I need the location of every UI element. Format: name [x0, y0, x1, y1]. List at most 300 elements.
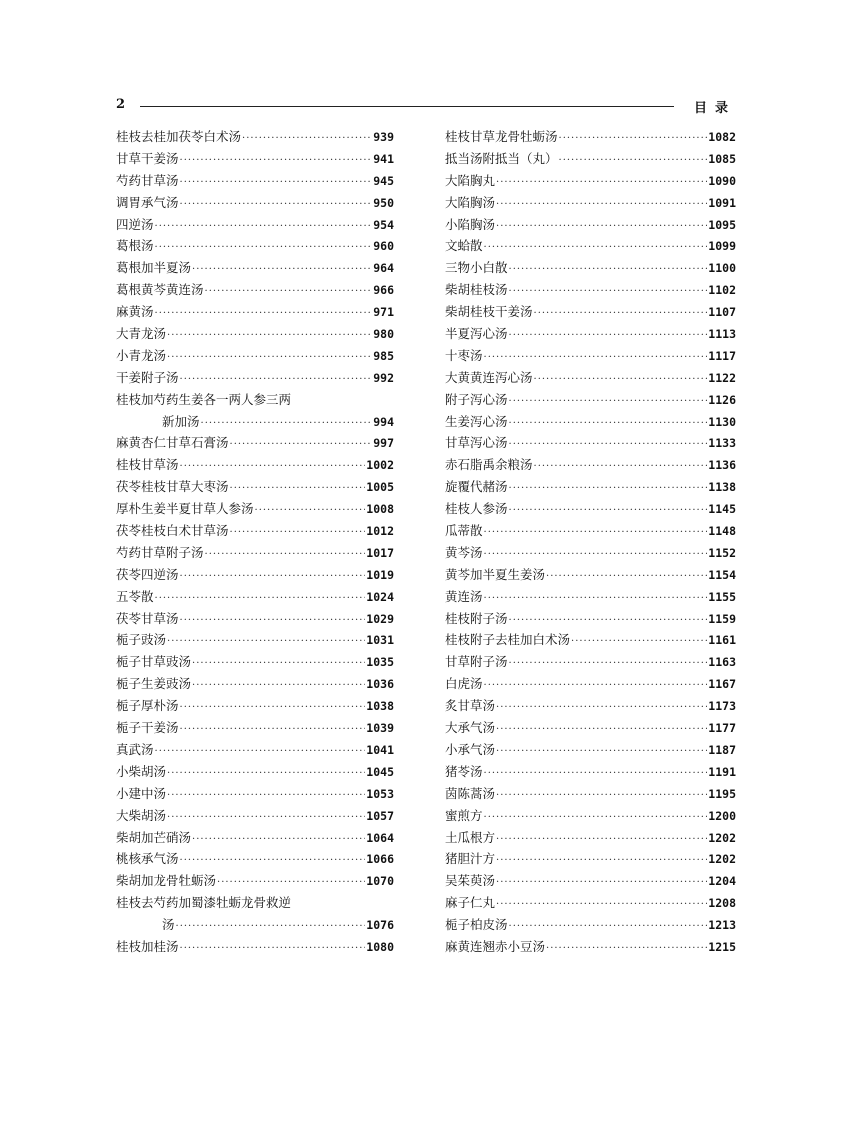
toc-entry[interactable]: [116, 542, 394, 564]
dot-leader: [180, 850, 366, 872]
toc-entry[interactable]: [116, 323, 394, 345]
entry-page-number: 1191: [708, 764, 736, 779]
entry-title: 真武汤: [116, 741, 154, 757]
dot-leader: [192, 259, 372, 281]
entry-page-number: 1005: [366, 480, 394, 495]
dot-leader: [180, 194, 373, 216]
dot-leader: [534, 456, 708, 478]
entry-page-number: 1066: [366, 852, 394, 867]
entry-page-number: 1200: [708, 808, 736, 823]
toc-entry[interactable]: [445, 389, 736, 411]
entry-title: 土瓜根方: [445, 829, 496, 845]
toc-entry[interactable]: [445, 717, 736, 739]
toc-entry[interactable]: [445, 192, 736, 214]
entry-page-number: 1095: [708, 217, 736, 232]
entry-title: 黄连汤: [445, 588, 483, 604]
dot-leader: [496, 741, 707, 763]
page-header: [116, 97, 736, 115]
toc-entry[interactable]: [445, 214, 736, 236]
toc-entry[interactable]: [116, 761, 394, 783]
dot-leader: [180, 150, 373, 172]
entry-title: 桂枝甘草汤: [116, 457, 179, 473]
entry-title: 汤: [162, 917, 175, 933]
toc-entry[interactable]: [116, 827, 394, 849]
entry-title: 桂枝去桂加茯苓白术汤: [116, 129, 242, 144]
dot-leader: [509, 478, 708, 500]
dot-leader: [534, 303, 708, 325]
entry-title: 调胃承气汤: [116, 194, 179, 210]
dot-leader: [509, 500, 708, 522]
entry-title: 猪胆汁方: [445, 851, 496, 867]
dot-leader: [484, 763, 708, 785]
entry-title: 小青龙汤: [116, 347, 167, 363]
entry-title: 葛根黄芩黄连汤: [116, 282, 204, 298]
entry-page-number: 1029: [366, 611, 394, 626]
entry-page-number: 1152: [708, 545, 736, 560]
toc-entry[interactable]: [445, 542, 736, 564]
entry-title: 桂枝人参汤: [445, 501, 508, 517]
entry-page-number: 939: [373, 130, 394, 144]
entry-title: 大黄黄连泻心汤: [445, 369, 533, 385]
header-rule: [140, 106, 674, 107]
entry-title: 柴胡桂枝汤: [445, 282, 508, 298]
toc-entry[interactable]: [445, 411, 736, 433]
entry-title: 柴胡桂枝干姜汤: [445, 304, 533, 320]
toc-right-column: [445, 126, 736, 958]
entry-title: 四逆汤: [116, 216, 154, 232]
entry-page-number: 994: [373, 414, 394, 429]
toc-entry[interactable]: [445, 608, 736, 630]
entry-page-number: 1036: [366, 677, 394, 692]
toc-entry[interactable]: [116, 629, 394, 651]
entry-page-number: 1012: [366, 524, 394, 539]
entry-title: 吴茱萸汤: [445, 873, 496, 889]
entry-title: 新加汤: [162, 413, 200, 429]
entry-title: 抵当汤附抵当（丸）: [445, 150, 558, 166]
dot-leader: [509, 434, 708, 456]
entry-title: 蜜煎方: [445, 807, 483, 823]
dot-leader: [242, 128, 372, 150]
toc-entry[interactable]: [116, 126, 394, 148]
entry-page-number: 1130: [708, 414, 736, 429]
dot-leader: [484, 544, 708, 566]
dot-leader: [534, 369, 708, 391]
dot-leader: [155, 237, 373, 259]
entry-page-number: 1085: [708, 151, 736, 166]
entry-page-number: 1002: [366, 458, 394, 473]
entry-page-number: 1099: [708, 239, 736, 254]
entry-page-number: 966: [373, 283, 394, 298]
dot-leader: [496, 785, 707, 807]
dot-leader: [559, 128, 708, 150]
entry-page-number: 1039: [366, 721, 394, 736]
toc-entry[interactable]: [116, 389, 394, 411]
entry-page-number: 1202: [708, 852, 736, 867]
entry-page-number: 1064: [366, 830, 394, 845]
entry-page-number: 1138: [708, 480, 736, 495]
dot-leader: [155, 303, 373, 325]
toc-entry[interactable]: [116, 805, 394, 827]
entry-page-number: 1117: [708, 348, 736, 363]
toc-entry[interactable]: [116, 432, 394, 454]
dot-leader: [496, 719, 707, 741]
entry-title: 桂枝附子汤: [445, 610, 508, 626]
entry-page-number: 1187: [708, 742, 736, 757]
toc-entry[interactable]: [445, 651, 736, 673]
entry-title: 生姜泻心汤: [445, 413, 508, 429]
toc-entry[interactable]: [445, 586, 736, 608]
entry-title: 甘草泻心汤: [445, 435, 508, 451]
entry-page-number: 1090: [708, 173, 736, 188]
dot-leader: [484, 522, 708, 544]
toc-entry[interactable]: [116, 914, 394, 936]
entry-page-number: 1038: [366, 699, 394, 714]
entry-page-number: 1019: [366, 567, 394, 582]
entry-title: 栀子干姜汤: [116, 720, 179, 736]
toc-entry[interactable]: [116, 170, 394, 192]
dot-leader: [180, 610, 366, 632]
entry-title: 麻黄汤: [116, 304, 154, 320]
toc-entry[interactable]: [116, 301, 394, 323]
toc-entry[interactable]: [116, 892, 394, 914]
entry-title: 柴胡加龙骨牡蛎汤: [116, 873, 217, 889]
dot-leader: [509, 391, 708, 413]
toc-entry[interactable]: [445, 345, 736, 367]
toc-entry[interactable]: [445, 914, 736, 936]
toc-entry[interactable]: [116, 783, 394, 805]
entry-page-number: 1204: [708, 874, 736, 889]
dot-leader: [167, 347, 372, 369]
entry-title: 茯苓甘草汤: [116, 610, 179, 626]
dot-leader: [180, 456, 366, 478]
entry-title: 大青龙汤: [116, 326, 167, 342]
entry-title: 白虎汤: [445, 676, 483, 692]
entry-title: 芍药甘草汤: [116, 172, 179, 188]
toc-entry[interactable]: [445, 695, 736, 717]
entry-title: 甘草干姜汤: [116, 150, 179, 166]
dot-leader: [509, 325, 708, 347]
toc-entry[interactable]: [116, 148, 394, 170]
entry-title: 厚朴生姜半夏甘草人参汤: [116, 501, 254, 517]
dot-leader: [230, 478, 366, 500]
entry-title: 炙甘草汤: [445, 698, 496, 714]
dot-leader: [180, 369, 373, 391]
entry-page-number: 1154: [708, 567, 736, 582]
entry-title: 茯苓桂枝白术甘草汤: [116, 523, 229, 539]
toc-entry[interactable]: [445, 892, 736, 914]
entry-title: 黄芩汤: [445, 544, 483, 560]
toc-entry[interactable]: [116, 651, 394, 673]
toc-entry[interactable]: [445, 739, 736, 761]
toc-entry[interactable]: [116, 498, 394, 520]
entry-title: 栀子厚朴汤: [116, 698, 179, 714]
entry-title: 茵陈蒿汤: [445, 785, 496, 801]
entry-title: 旋覆代赭汤: [445, 479, 508, 495]
entry-page-number: 1202: [708, 830, 736, 845]
toc-entry[interactable]: [445, 761, 736, 783]
toc-entry[interactable]: [445, 235, 736, 257]
dot-leader: [484, 807, 708, 829]
toc-entry[interactable]: [116, 673, 394, 695]
toc-entry[interactable]: [116, 367, 394, 389]
entry-page-number: 1161: [708, 633, 736, 648]
entry-title: 葛根汤: [116, 238, 154, 254]
toc-entry[interactable]: [445, 870, 736, 892]
dot-leader: [180, 172, 373, 194]
toc-entry[interactable]: [116, 214, 394, 236]
dot-leader: [217, 872, 365, 894]
toc-entry[interactable]: [116, 411, 394, 433]
toc-entry[interactable]: [445, 629, 736, 651]
entry-page-number: 1213: [708, 918, 736, 933]
toc-entry[interactable]: [445, 454, 736, 476]
dot-leader: [167, 763, 365, 785]
entry-page-number: 1208: [708, 896, 736, 911]
entry-title: 柴胡加芒硝汤: [116, 829, 192, 845]
entry-page-number: 1167: [708, 677, 736, 692]
section-title: 目录: [693, 101, 736, 116]
entry-title: 三物小白散: [445, 260, 508, 276]
entry-page-number: 1136: [708, 458, 736, 473]
entry-page-number: 1091: [708, 195, 736, 210]
toc-entry[interactable]: [445, 126, 736, 148]
toc-entry[interactable]: [445, 476, 736, 498]
dot-leader: [255, 500, 366, 522]
entry-page-number: 1017: [366, 545, 394, 560]
entry-title: 猪苓汤: [445, 763, 483, 779]
entry-title: 栀子柏皮汤: [445, 917, 508, 933]
dot-leader: [167, 325, 372, 347]
entry-title: 麻黄杏仁甘草石膏汤: [116, 435, 229, 451]
toc-entry[interactable]: [116, 279, 394, 301]
dot-leader: [496, 850, 707, 872]
entry-page-number: 971: [373, 305, 394, 320]
entry-title: 甘草附子汤: [445, 654, 508, 670]
entry-title: 附子泻心汤: [445, 391, 508, 407]
entry-title: 桂枝加芍药生姜各一两人参三两: [116, 391, 292, 407]
entry-title: 小柴胡汤: [116, 763, 167, 779]
dot-leader: [496, 172, 707, 194]
entry-page-number: 950: [373, 195, 394, 210]
toc-entry[interactable]: [445, 170, 736, 192]
toc-entry[interactable]: [445, 257, 736, 279]
dot-leader: [192, 829, 365, 851]
dot-leader: [155, 741, 366, 763]
entry-page-number: 980: [373, 327, 394, 342]
entry-page-number: 941: [373, 151, 394, 166]
entry-title: 栀子豉汤: [116, 632, 167, 648]
toc-entry[interactable]: [445, 564, 736, 586]
entry-title: 小建中汤: [116, 785, 167, 801]
toc-entry[interactable]: [116, 476, 394, 498]
entry-page-number: 1155: [708, 589, 736, 604]
dot-leader: [496, 194, 707, 216]
toc-entry[interactable]: [116, 257, 394, 279]
dot-leader: [205, 544, 366, 566]
toc-entry[interactable]: [116, 345, 394, 367]
entry-page-number: 1126: [708, 392, 736, 407]
dot-leader: [509, 610, 708, 632]
dot-leader: [167, 631, 365, 653]
entry-page-number: 1035: [366, 655, 394, 670]
toc-entry[interactable]: [116, 870, 394, 892]
dot-leader: [496, 697, 707, 719]
dot-leader: [571, 631, 707, 653]
entry-title: 芍药甘草附子汤: [116, 544, 204, 560]
dot-leader: [155, 588, 366, 610]
dot-leader: [509, 916, 708, 938]
toc-entry[interactable]: [445, 367, 736, 389]
dot-leader: [484, 588, 708, 610]
entry-title: 小承气汤: [445, 741, 496, 757]
toc-entry[interactable]: [116, 192, 394, 214]
entry-page-number: 1041: [366, 742, 394, 757]
dot-leader: [484, 237, 708, 259]
toc-entry[interactable]: [445, 673, 736, 695]
dot-leader: [155, 216, 373, 238]
entry-page-number: 1133: [708, 436, 736, 451]
toc-entry[interactable]: [445, 432, 736, 454]
dot-leader: [167, 785, 365, 807]
entry-title: 大陷胸汤: [445, 194, 496, 210]
entry-page-number: 1070: [366, 874, 394, 889]
toc-entry[interactable]: [445, 805, 736, 827]
toc-entry[interactable]: [445, 148, 736, 170]
entry-title: 十枣汤: [445, 347, 483, 363]
entry-page-number: 1163: [708, 655, 736, 670]
entry-title: 半夏泻心汤: [445, 326, 508, 342]
toc-entry[interactable]: [445, 323, 736, 345]
toc-entry[interactable]: [116, 695, 394, 717]
entry-page-number: 945: [373, 173, 394, 188]
entry-title: 茯苓四逆汤: [116, 566, 179, 582]
entry-title: 葛根加半夏汤: [116, 260, 192, 276]
entry-title: 大承气汤: [445, 720, 496, 736]
toc-entry[interactable]: [445, 301, 736, 323]
entry-title: 黄芩加半夏生姜汤: [445, 566, 546, 582]
entry-title: 五苓散: [116, 588, 154, 604]
toc-entry[interactable]: [445, 783, 736, 805]
dot-leader: [546, 938, 707, 960]
dot-leader: [496, 872, 707, 894]
toc-entry[interactable]: [445, 279, 736, 301]
entry-page-number: 1159: [708, 611, 736, 626]
dot-leader: [180, 566, 366, 588]
dot-leader: [167, 807, 365, 829]
entry-title: 大柴胡汤: [116, 807, 167, 823]
entry-title: 栀子生姜豉汤: [116, 676, 192, 692]
dot-leader: [559, 150, 708, 172]
entry-title: 麻黄连翘赤小豆汤: [445, 938, 546, 954]
dot-leader: [192, 675, 365, 697]
entry-page-number: 1145: [708, 502, 736, 517]
entry-title: 大陷胸丸: [445, 172, 496, 188]
dot-leader: [509, 281, 708, 303]
dot-leader: [509, 653, 708, 675]
toc-entry[interactable]: [445, 520, 736, 542]
dot-leader: [205, 281, 373, 303]
dot-leader: [180, 938, 366, 960]
dot-leader: [509, 259, 708, 281]
dot-leader: [496, 894, 707, 916]
dot-leader: [180, 697, 366, 719]
toc-entry[interactable]: [116, 235, 394, 257]
entry-title: 瓜蒂散: [445, 523, 483, 539]
entry-title: 桂枝去芍药加蜀漆牡蛎龙骨救逆: [116, 895, 292, 911]
entry-page-number: 1173: [708, 699, 736, 714]
dot-leader: [484, 675, 708, 697]
dot-leader: [192, 653, 365, 675]
dot-leader: [180, 719, 366, 741]
entry-page-number: 1113: [708, 327, 736, 342]
entry-page-number: 1215: [708, 939, 736, 954]
entry-page-number: 1024: [366, 589, 394, 604]
toc-entry[interactable]: [116, 454, 394, 476]
entry-title: 茯苓桂枝甘草大枣汤: [116, 479, 229, 495]
toc-entry[interactable]: [116, 608, 394, 630]
dot-leader: [176, 916, 366, 938]
dot-leader: [546, 566, 707, 588]
entry-page-number: 1082: [708, 130, 736, 144]
toc-entry[interactable]: [445, 848, 736, 870]
entry-page-number: 1107: [708, 305, 736, 320]
entry-title: 桂枝附子去桂加白术汤: [445, 632, 571, 648]
toc-entry[interactable]: [445, 498, 736, 520]
dot-leader: [230, 434, 373, 456]
entry-page-number: 1102: [708, 283, 736, 298]
entry-title: 麻子仁丸: [445, 895, 496, 911]
toc-entry[interactable]: [445, 827, 736, 849]
toc-entry[interactable]: [116, 564, 394, 586]
entry-page-number: 1076: [366, 918, 394, 933]
entry-page-number: 985: [373, 348, 394, 363]
entry-page-number: 1008: [366, 502, 394, 517]
entry-page-number: 954: [373, 217, 394, 232]
entry-title: 干姜附子汤: [116, 369, 179, 385]
toc-entry[interactable]: [116, 717, 394, 739]
toc-entry[interactable]: [116, 936, 394, 958]
toc-entry[interactable]: [116, 586, 394, 608]
entry-page-number: 1057: [366, 808, 394, 823]
dot-leader: [230, 522, 366, 544]
entry-title: 文蛤散: [445, 238, 483, 254]
entry-title: 栀子甘草豉汤: [116, 654, 192, 670]
entry-page-number: 960: [373, 239, 394, 254]
toc-entry[interactable]: [445, 936, 736, 958]
entry-page-number: 1080: [366, 939, 394, 954]
entry-title: 桂枝加桂汤: [116, 938, 179, 954]
entry-title: 桂枝甘草龙骨牡蛎汤: [445, 129, 558, 144]
entry-page-number: 1195: [708, 786, 736, 801]
entry-page-number: 1148: [708, 524, 736, 539]
entry-page-number: 1177: [708, 721, 736, 736]
entry-page-number: 1053: [366, 786, 394, 801]
entry-page-number: 964: [373, 261, 394, 276]
toc-entry[interactable]: [116, 520, 394, 542]
dot-leader: [201, 413, 373, 435]
dot-leader: [484, 347, 708, 369]
dot-leader: [509, 413, 708, 435]
dot-leader: [496, 216, 707, 238]
toc-entry[interactable]: [116, 739, 394, 761]
dot-leader: [496, 829, 707, 851]
entry-title: 小陷胸汤: [445, 216, 496, 232]
entry-page-number: 1122: [708, 370, 736, 385]
toc-entry[interactable]: [116, 848, 394, 870]
entry-title: 赤石脂禹余粮汤: [445, 457, 533, 473]
entry-page-number: 1031: [366, 633, 394, 648]
entry-page-number: 1100: [708, 261, 736, 276]
